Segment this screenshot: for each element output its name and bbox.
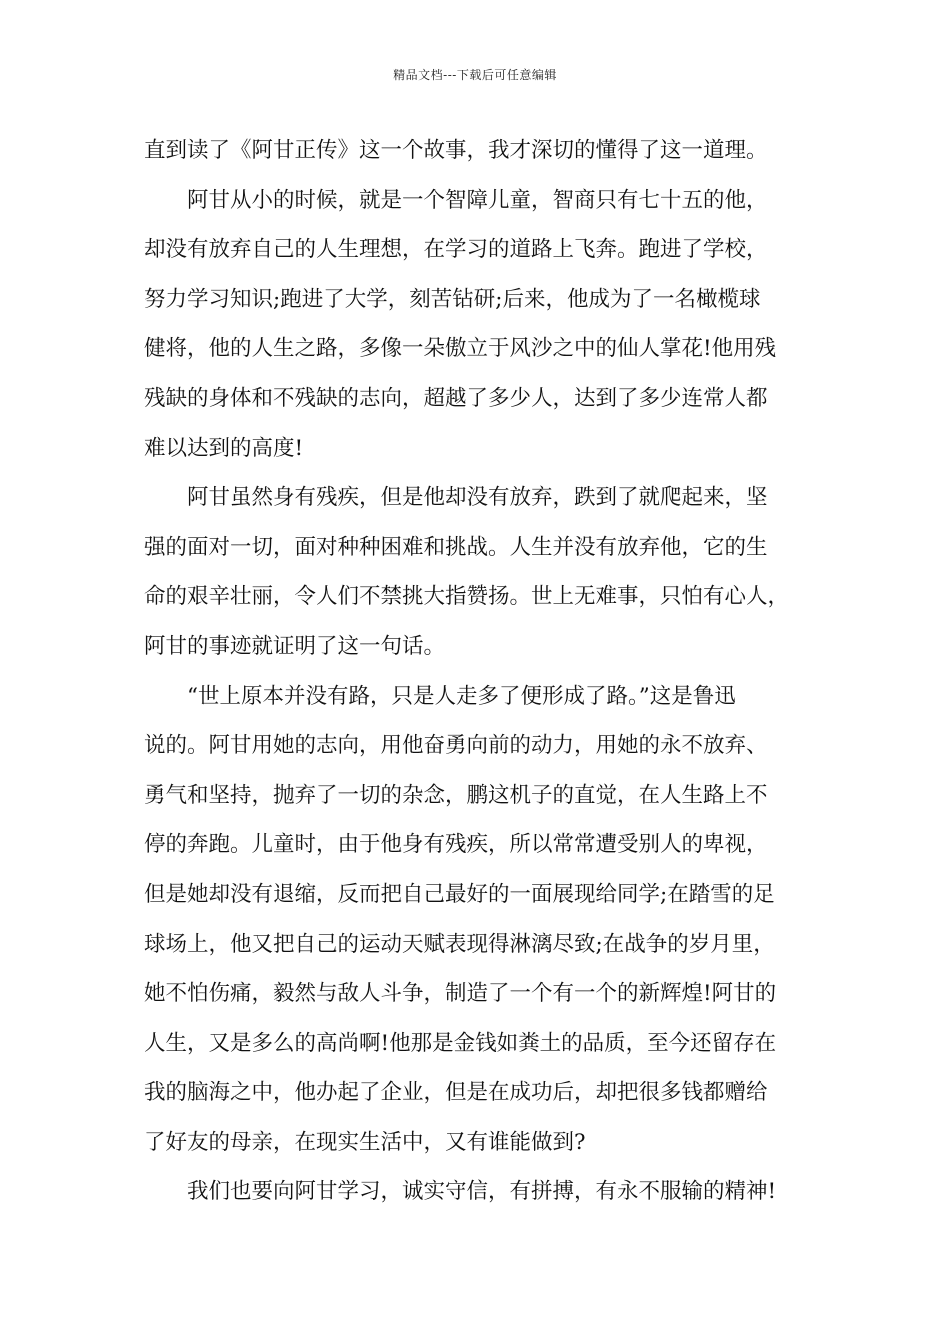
text-line: 但是她却没有退缩，反而把自己最好的一面展现给同学;在踏雪的足 (144, 881, 775, 907)
text-line: 难以达到的高度! (144, 435, 304, 461)
text-line: 命的艰辛壮丽，令人们不禁挑大指赞扬。世上无难事，只怕有心人， (144, 584, 790, 610)
text-line: 我们也要向阿甘学习，诚实守信，有拼搏，有永不服输的精神! (187, 1179, 777, 1205)
text-line: 强的面对一切，面对种种困难和挑战。人生并没有放弃他，它的生 (144, 534, 768, 560)
text-line: 说的。阿甘用她的志向，用他奋勇向前的动力，用她的永不放弃、 (144, 733, 768, 759)
text-line: “世上原本并没有路，只是人走多了便形成了路。”这是鲁迅 (187, 683, 736, 709)
text-line: 我的脑海之中，他办起了企业，但是在成功后，却把很多钱都赠给 (144, 1080, 768, 1106)
text-line: 阿甘虽然身有残疾，但是他却没有放弃，跌到了就爬起来，坚 (187, 485, 768, 511)
text-line: 阿甘从小的时候，就是一个智障儿童，智商只有七十五的他， (187, 187, 768, 213)
text-line: 阿甘的事迹就证明了这一句话。 (144, 633, 446, 659)
text-line: 她不怕伤痛，毅然与敌人斗争，制造了一个有一个的新辉煌!阿甘的 (144, 981, 777, 1007)
text-line: 停的奔跑。儿童时，由于他身有残疾，所以常常遭受别人的卑视， (144, 832, 768, 858)
text-line: 直到读了《阿甘正传》这一个故事，我才深切的懂得了这一道理。 (144, 138, 768, 163)
text-line: 残缺的身体和不残缺的志向，超越了多少人，达到了多少连常人都 (144, 385, 768, 411)
text-line: 勇气和坚持，抛弃了一切的杂念，鹏这机子的直觉，在人生路上不 (144, 782, 768, 808)
text-line: 人生，又是多么的高尚啊!他那是金钱如粪土的品质，至今还留存在 (144, 1030, 777, 1056)
text-line: 努力学习知识;跑进了大学，刻苦钻研;后来，他成为了一名橄榄球 (144, 286, 761, 312)
text-line: 健将，他的人生之路，多像一朵傲立于风沙之中的仙人掌花!他用残 (144, 336, 777, 362)
text-line: 却没有放弃自己的人生理想，在学习的道路上飞奔。跑进了学校， (144, 237, 768, 263)
text-line: 球场上，他又把自己的运动天赋表现得淋漓尽致;在战争的岁月里， (144, 931, 775, 957)
document-body (144, 130, 816, 1221)
page-header: 精品文档---下载后可任意编辑 (393, 68, 557, 82)
text-line: 了好友的母亲，在现实生活中，又有谁能做到? (144, 1129, 586, 1155)
